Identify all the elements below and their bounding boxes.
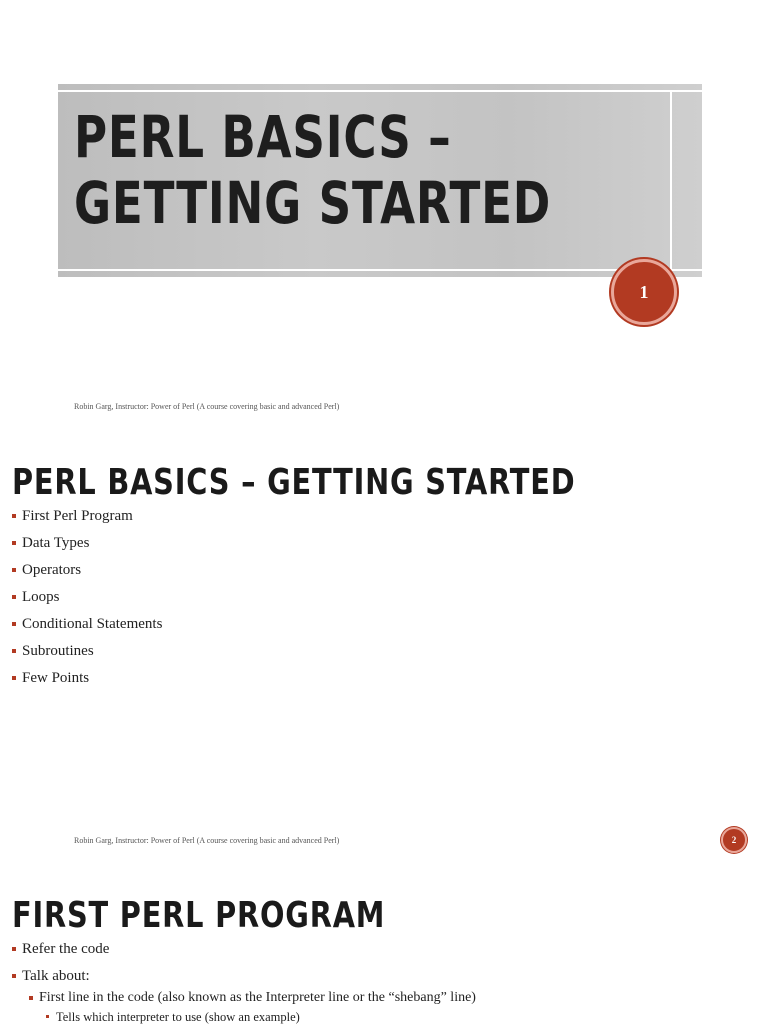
list-item-label: Operators (22, 562, 82, 578)
list-item (12, 963, 109, 990)
slide-title-line-1: PERL BASICS – (74, 103, 452, 171)
bullet-icon (46, 1015, 49, 1018)
sub-bullet-list (29, 988, 476, 1008)
sub-sub-bullet-list (46, 1008, 300, 1026)
sub-list-item (29, 988, 476, 1008)
bullet-icon (12, 947, 16, 951)
slide-3 (0, 866, 768, 1024)
bullet-icon (12, 568, 16, 572)
bullet-icon (12, 676, 16, 680)
list-item (12, 503, 162, 530)
list-item (12, 936, 109, 963)
slide-footer: Robin Garg, Instructor: Power of Perl (A course covering basic and advanced Perl) (74, 836, 340, 845)
list-item-label: Data Types (22, 535, 90, 551)
list-item (12, 530, 162, 557)
bullet-list (12, 503, 162, 692)
bullet-icon (12, 514, 16, 518)
list-item-label: Loops (22, 589, 60, 605)
sub-list-item-label: First line in the code (also known as the Interpreter line or the “shebang” line) (39, 990, 476, 1005)
slide-footer: Robin Garg, Instructor: Power of Perl (A course covering basic and advanced Perl) (74, 402, 340, 411)
list-item (12, 557, 162, 584)
list-item-label: Subroutines (22, 643, 94, 659)
list-item (12, 665, 162, 692)
sub-sub-list-item-label: Tells which interpreter to use (show an example) (56, 1010, 300, 1024)
slide-title-line-2: GETTING STARTED (74, 169, 552, 237)
list-item (12, 638, 162, 665)
list-item-label: Few Points (22, 670, 90, 686)
title-banner (58, 84, 702, 277)
slide-title (74, 103, 552, 237)
bullet-icon (29, 996, 33, 1000)
list-item (12, 584, 162, 611)
banner-bottom-rule (58, 269, 702, 271)
banner-side-rule (670, 92, 672, 269)
slide-2 (0, 433, 768, 866)
slide-heading: FIRST PERL PROGRAM (12, 895, 386, 936)
list-item-label: First Perl Program (22, 508, 133, 524)
bullet-icon (12, 974, 16, 978)
list-item-label: Conditional Statements (22, 616, 163, 632)
banner-top-rule (58, 90, 702, 92)
page-number-badge: 1 (611, 259, 677, 325)
slide-heading: PERL BASICS – GETTING STARTED (12, 462, 576, 503)
list-item (12, 611, 162, 638)
bullet-icon (12, 595, 16, 599)
list-item-label: Refer the code (22, 941, 110, 957)
bullet-icon (12, 649, 16, 653)
slide-1 (0, 0, 768, 433)
sub-sub-list-item (46, 1008, 300, 1026)
bullet-icon (12, 541, 16, 545)
bullet-icon (12, 622, 16, 626)
page-number-badge: 2 (721, 827, 747, 853)
list-item-label: Talk about: (22, 968, 90, 984)
bullet-list (12, 936, 109, 990)
